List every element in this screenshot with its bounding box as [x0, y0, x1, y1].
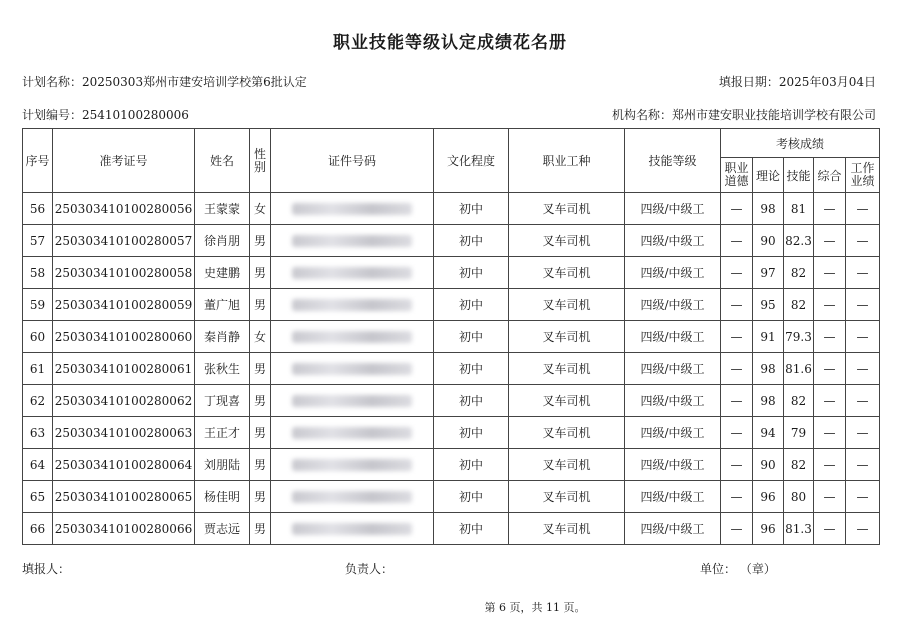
cell-exam-no: 250303410100280066 — [53, 513, 195, 545]
cell-exam-no: 250303410100280063 — [53, 417, 195, 449]
cell-ethics: — — [721, 353, 753, 385]
cell-skill: 79 — [784, 417, 814, 449]
header-performance: 工作业绩 — [846, 158, 880, 193]
id-number-redacted — [271, 257, 434, 289]
cell-name: 王蒙蒙 — [195, 193, 250, 225]
cell-performance: — — [846, 513, 880, 545]
cell-name: 史建鹏 — [195, 257, 250, 289]
cell-ethics: — — [721, 417, 753, 449]
cell-education: 初中 — [434, 353, 509, 385]
id-number-redacted — [271, 289, 434, 321]
cell-gender: 女 — [250, 193, 271, 225]
redaction-blur — [292, 427, 412, 439]
cell-name: 杨佳明 — [195, 481, 250, 513]
header-skill: 技能 — [784, 158, 814, 193]
cell-seq: 59 — [23, 289, 53, 321]
cell-performance: — — [846, 353, 880, 385]
cell-seq: 64 — [23, 449, 53, 481]
cell-level: 四级/中级工 — [625, 257, 721, 289]
cell-ethics: — — [721, 449, 753, 481]
header-ethics: 职业道德 — [721, 158, 753, 193]
cell-education: 初中 — [434, 449, 509, 481]
cell-seq: 66 — [23, 513, 53, 545]
cell-overall: — — [814, 193, 846, 225]
cell-name: 董广旭 — [195, 289, 250, 321]
redaction-blur — [292, 523, 412, 535]
unit-seal-label: 单位： （章） — [700, 562, 776, 576]
cell-seq: 58 — [23, 257, 53, 289]
cell-skill: 81 — [784, 193, 814, 225]
table-row — [23, 417, 880, 449]
cell-exam-no: 250303410100280064 — [53, 449, 195, 481]
cell-education: 初中 — [434, 513, 509, 545]
redaction-blur — [292, 235, 412, 247]
cell-overall: — — [814, 417, 846, 449]
cell-name: 丁现喜 — [195, 385, 250, 417]
cell-ethics: — — [721, 385, 753, 417]
table-row — [23, 193, 880, 225]
id-number-redacted — [271, 385, 434, 417]
filler-label: 填报人： — [22, 562, 71, 576]
responsible-label: 负责人： — [345, 562, 394, 576]
cell-occupation: 叉车司机 — [509, 225, 625, 257]
cell-name: 贾志远 — [195, 513, 250, 545]
cell-exam-no: 250303410100280057 — [53, 225, 195, 257]
redaction-blur — [292, 363, 412, 375]
cell-exam-no: 250303410100280065 — [53, 481, 195, 513]
cell-occupation: 叉车司机 — [509, 385, 625, 417]
header-id-no: 证件号码 — [271, 129, 434, 193]
cell-overall: — — [814, 225, 846, 257]
cell-gender: 男 — [250, 257, 271, 289]
table-row — [23, 321, 880, 353]
cell-occupation: 叉车司机 — [509, 321, 625, 353]
fill-date: 填报日期：2025年03月04日 — [718, 75, 876, 89]
cell-education: 初中 — [434, 225, 509, 257]
cell-skill: 82 — [784, 449, 814, 481]
cell-level: 四级/中级工 — [625, 321, 721, 353]
cell-exam-no: 250303410100280061 — [53, 353, 195, 385]
id-number-redacted — [271, 225, 434, 257]
header-level: 技能等级 — [625, 129, 721, 193]
cell-level: 四级/中级工 — [625, 481, 721, 513]
cell-theory: 96 — [753, 513, 784, 545]
cell-occupation: 叉车司机 — [509, 513, 625, 545]
cell-ethics: — — [721, 321, 753, 353]
cell-education: 初中 — [434, 481, 509, 513]
cell-exam-no: 250303410100280058 — [53, 257, 195, 289]
id-number-redacted — [271, 193, 434, 225]
cell-skill: 81.6 — [784, 353, 814, 385]
cell-education: 初中 — [434, 257, 509, 289]
cell-ethics: — — [721, 513, 753, 545]
cell-skill: 80 — [784, 481, 814, 513]
table-row — [23, 225, 880, 257]
cell-gender: 男 — [250, 385, 271, 417]
cell-theory: 95 — [753, 289, 784, 321]
cell-ethics: — — [721, 481, 753, 513]
cell-theory: 96 — [753, 481, 784, 513]
cell-occupation: 叉车司机 — [509, 289, 625, 321]
cell-exam-no: 250303410100280062 — [53, 385, 195, 417]
cell-overall: — — [814, 513, 846, 545]
cell-gender: 男 — [250, 481, 271, 513]
table-row — [23, 513, 880, 545]
cell-theory: 90 — [753, 225, 784, 257]
header-seq: 序号 — [23, 129, 53, 193]
cell-gender: 男 — [250, 353, 271, 385]
cell-skill: 82 — [784, 257, 814, 289]
table-row — [23, 385, 880, 417]
header-overall: 综合 — [814, 158, 846, 193]
cell-overall: — — [814, 257, 846, 289]
cell-seq: 61 — [23, 353, 53, 385]
cell-performance: — — [846, 321, 880, 353]
cell-education: 初中 — [434, 385, 509, 417]
cell-occupation: 叉车司机 — [509, 481, 625, 513]
cell-gender: 男 — [250, 513, 271, 545]
header-occupation: 职业工种 — [509, 129, 625, 193]
cell-education: 初中 — [434, 289, 509, 321]
cell-level: 四级/中级工 — [625, 193, 721, 225]
cell-skill: 82 — [784, 289, 814, 321]
cell-theory: 98 — [753, 353, 784, 385]
cell-seq: 65 — [23, 481, 53, 513]
cell-skill: 82.3 — [784, 225, 814, 257]
redaction-blur — [292, 331, 412, 343]
cell-theory: 98 — [753, 193, 784, 225]
id-number-redacted — [271, 513, 434, 545]
cell-seq: 62 — [23, 385, 53, 417]
cell-name: 张秋生 — [195, 353, 250, 385]
cell-performance: — — [846, 385, 880, 417]
cell-ethics: — — [721, 225, 753, 257]
header-theory: 理论 — [753, 158, 784, 193]
cell-level: 四级/中级工 — [625, 353, 721, 385]
cell-gender: 男 — [250, 289, 271, 321]
cell-performance: — — [846, 289, 880, 321]
cell-theory: 90 — [753, 449, 784, 481]
id-number-redacted — [271, 481, 434, 513]
cell-skill: 79.3 — [784, 321, 814, 353]
cell-performance: — — [846, 257, 880, 289]
cell-overall: — — [814, 353, 846, 385]
redaction-blur — [292, 395, 412, 407]
cell-level: 四级/中级工 — [625, 385, 721, 417]
cell-occupation: 叉车司机 — [509, 417, 625, 449]
cell-ethics: — — [721, 289, 753, 321]
cell-overall: — — [814, 289, 846, 321]
table-body — [23, 193, 880, 545]
cell-name: 王正才 — [195, 417, 250, 449]
redaction-blur — [292, 203, 412, 215]
plan-number: 计划编号：25410100280006 — [22, 108, 189, 122]
cell-theory: 98 — [753, 385, 784, 417]
cell-overall: — — [814, 449, 846, 481]
table-row — [23, 353, 880, 385]
cell-skill: 82 — [784, 385, 814, 417]
cell-performance: — — [846, 417, 880, 449]
cell-theory: 97 — [753, 257, 784, 289]
organization-name: 机构名称：郑州市建安职业技能培训学校有限公司 — [611, 108, 876, 122]
cell-performance: — — [846, 449, 880, 481]
cell-name: 徐肖朋 — [195, 225, 250, 257]
cell-occupation: 叉车司机 — [509, 257, 625, 289]
cell-occupation: 叉车司机 — [509, 449, 625, 481]
cell-education: 初中 — [434, 321, 509, 353]
cell-level: 四级/中级工 — [625, 513, 721, 545]
table-row — [23, 481, 880, 513]
id-number-redacted — [271, 321, 434, 353]
cell-name: 秦肖静 — [195, 321, 250, 353]
score-roster-table — [22, 128, 880, 545]
redaction-blur — [292, 299, 412, 311]
table-row — [23, 257, 880, 289]
cell-gender: 男 — [250, 449, 271, 481]
table-row — [23, 289, 880, 321]
cell-skill: 81.3 — [784, 513, 814, 545]
cell-seq: 63 — [23, 417, 53, 449]
cell-overall: — — [814, 385, 846, 417]
cell-level: 四级/中级工 — [625, 449, 721, 481]
cell-education: 初中 — [434, 193, 509, 225]
cell-ethics: — — [721, 257, 753, 289]
redaction-blur — [292, 491, 412, 503]
cell-theory: 94 — [753, 417, 784, 449]
header-name: 姓名 — [195, 129, 250, 193]
cell-gender: 男 — [250, 225, 271, 257]
cell-performance: — — [846, 481, 880, 513]
cell-education: 初中 — [434, 417, 509, 449]
cell-performance: — — [846, 193, 880, 225]
cell-gender: 男 — [250, 417, 271, 449]
page-indicator: 第 6 页，共 11 页。 — [484, 601, 586, 614]
cell-seq: 56 — [23, 193, 53, 225]
cell-occupation: 叉车司机 — [509, 353, 625, 385]
cell-gender: 女 — [250, 321, 271, 353]
header-scores: 考核成绩 — [721, 129, 880, 158]
cell-overall: — — [814, 481, 846, 513]
cell-exam-no: 250303410100280059 — [53, 289, 195, 321]
cell-ethics: — — [721, 193, 753, 225]
cell-name: 刘朋陆 — [195, 449, 250, 481]
table-row — [23, 449, 880, 481]
header-gender: 性别 — [250, 129, 271, 193]
redaction-blur — [292, 459, 412, 471]
id-number-redacted — [271, 353, 434, 385]
cell-level: 四级/中级工 — [625, 225, 721, 257]
header-education: 文化程度 — [434, 129, 509, 193]
cell-seq: 60 — [23, 321, 53, 353]
header-exam-no: 准考证号 — [53, 129, 195, 193]
cell-level: 四级/中级工 — [625, 289, 721, 321]
cell-overall: — — [814, 321, 846, 353]
plan-name: 计划名称：20250303郑州市建安培训学校第6批认定 — [22, 75, 307, 89]
redaction-blur — [292, 267, 412, 279]
id-number-redacted — [271, 449, 434, 481]
cell-level: 四级/中级工 — [625, 417, 721, 449]
id-number-redacted — [271, 417, 434, 449]
cell-performance: — — [846, 225, 880, 257]
cell-exam-no: 250303410100280056 — [53, 193, 195, 225]
cell-exam-no: 250303410100280060 — [53, 321, 195, 353]
cell-occupation: 叉车司机 — [509, 193, 625, 225]
cell-seq: 57 — [23, 225, 53, 257]
page-title: 职业技能等级认定成绩花名册 — [333, 33, 567, 53]
cell-theory: 91 — [753, 321, 784, 353]
